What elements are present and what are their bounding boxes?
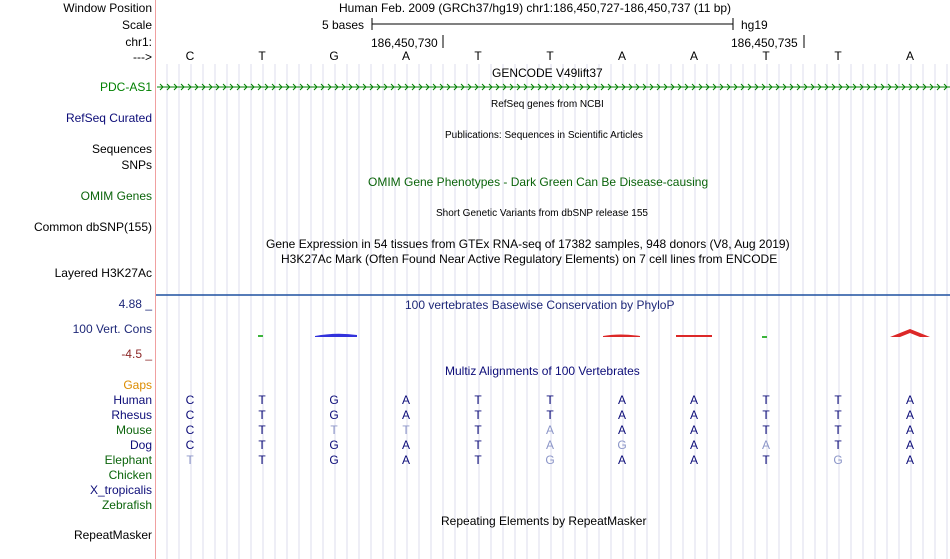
h3k27ac-track-label[interactable]: Layered H3K27Ac bbox=[54, 266, 152, 280]
alignment-base: A bbox=[689, 453, 698, 467]
repeatmasker-track-title[interactable]: Repeating Elements by RepeatMasker bbox=[441, 514, 647, 528]
phylop-bar bbox=[603, 335, 640, 338]
alignment-base: T bbox=[834, 423, 842, 437]
ruler-base: T bbox=[546, 49, 554, 63]
alignment-base: A bbox=[545, 423, 554, 437]
strand-arrow-label: ---> bbox=[133, 50, 152, 64]
dbsnp-track-title[interactable]: Short Genetic Variants from dbSNP release 155 bbox=[436, 208, 648, 219]
species-label[interactable]: Mouse bbox=[115, 423, 152, 437]
alignment-base: G bbox=[329, 393, 339, 407]
ruler-base: A bbox=[401, 49, 410, 63]
species-label[interactable]: Human bbox=[113, 393, 152, 407]
alignment-base: T bbox=[762, 423, 770, 437]
ruler-base: T bbox=[258, 49, 266, 63]
alignment-base: T bbox=[258, 453, 266, 467]
alignment-base: G bbox=[329, 408, 339, 422]
alignment-base: A bbox=[617, 453, 626, 467]
ruler-base: A bbox=[905, 49, 914, 63]
coord-right: 186,450,735 bbox=[731, 36, 798, 50]
phylop-bar bbox=[258, 335, 263, 337]
alignment-base: A bbox=[761, 438, 770, 452]
alignment-base: A bbox=[905, 423, 914, 437]
alignment-base: A bbox=[905, 393, 914, 407]
alignment-base: A bbox=[905, 453, 914, 467]
gtex-track-title[interactable]: Gene Expression in 54 tissues from GTEx RNA-seq of 17382 samples, 948 donors (V8, Aug 2019) bbox=[266, 237, 790, 251]
alignment-base: C bbox=[185, 408, 195, 422]
alignment-base: T bbox=[474, 438, 482, 452]
phylop-bar bbox=[762, 336, 767, 338]
chrom-label: chr1: bbox=[125, 35, 152, 49]
alignment-base: A bbox=[905, 438, 914, 452]
ruler-base: G bbox=[329, 49, 339, 63]
phylop-track-label[interactable]: 100 Vert. Cons bbox=[72, 322, 152, 336]
alignment-base: A bbox=[689, 393, 698, 407]
alignment-base: T bbox=[258, 423, 266, 437]
alignment-base: A bbox=[617, 423, 626, 437]
alignment-base: A bbox=[617, 393, 626, 407]
phylop-bar bbox=[315, 334, 357, 337]
alignment-base: T bbox=[186, 453, 194, 467]
alignment-base: G bbox=[329, 453, 339, 467]
alignment-base: T bbox=[258, 393, 266, 407]
dbsnp-track-label[interactable]: Common dbSNP(155) bbox=[33, 220, 152, 234]
alignment-base: C bbox=[185, 393, 195, 407]
window-position-label: Window Position bbox=[63, 1, 152, 15]
alignment-base: C bbox=[185, 423, 195, 437]
phylop-max-label: 4.88 _ bbox=[118, 297, 152, 311]
omim-track-label[interactable]: OMIM Genes bbox=[80, 189, 152, 203]
gencode-track-title[interactable]: GENCODE V49lift37 bbox=[492, 66, 603, 80]
alignment-base: T bbox=[330, 423, 338, 437]
ruler-base: A bbox=[689, 49, 698, 63]
alignment-base: A bbox=[905, 408, 914, 422]
alignment-base: A bbox=[401, 393, 410, 407]
phylop-min-label: -4.5 _ bbox=[121, 347, 152, 361]
species-label[interactable]: Zebrafish bbox=[101, 498, 152, 512]
alignment-base: A bbox=[689, 408, 698, 422]
phylop-track-title[interactable]: 100 vertebrates Basewise Conservation by PhyloP bbox=[405, 298, 675, 312]
alignment-base: A bbox=[617, 408, 626, 422]
assembly-title: Human Feb. 2009 (GRCh37/hg19) chr1:186,450,727-186,450,737 (11 bp) bbox=[339, 1, 732, 15]
label-separator bbox=[155, 0, 156, 559]
omim-track-title[interactable]: OMIM Gene Phenotypes - Dark Green Can Be Disease-causing bbox=[368, 175, 709, 189]
alignment-base: T bbox=[474, 393, 482, 407]
refseq-track-title[interactable]: RefSeq genes from NCBI bbox=[491, 99, 604, 110]
alignment-base: A bbox=[401, 438, 410, 452]
alignment-base: T bbox=[474, 423, 482, 437]
alignment-base: T bbox=[546, 393, 554, 407]
alignment-base: T bbox=[546, 408, 554, 422]
alignment-base: A bbox=[545, 438, 554, 452]
ruler-base: A bbox=[617, 49, 626, 63]
db-label: hg19 bbox=[741, 18, 768, 32]
gaps-label[interactable]: Gaps bbox=[123, 378, 152, 392]
publications-track-title[interactable]: Publications: Sequences in Scientific Articles bbox=[445, 130, 643, 141]
species-label[interactable]: Chicken bbox=[108, 468, 152, 482]
alignment-base: G bbox=[545, 453, 555, 467]
species-label[interactable]: X_tropicalis bbox=[89, 483, 152, 497]
alignment-base: T bbox=[834, 408, 842, 422]
repeatmasker-track-label[interactable]: RepeatMasker bbox=[73, 528, 152, 542]
alignment-base: A bbox=[401, 453, 410, 467]
alignment-base: C bbox=[185, 438, 195, 452]
alignment-base: A bbox=[689, 438, 698, 452]
scale-text: 5 bases bbox=[322, 18, 365, 32]
alignment-base: T bbox=[762, 408, 770, 422]
ruler-base: T bbox=[834, 49, 842, 63]
phylop-bar bbox=[890, 329, 930, 337]
scale-label: Scale bbox=[121, 18, 152, 32]
species-label[interactable]: Dog bbox=[129, 438, 152, 452]
coord-left: 186,450,730 bbox=[371, 36, 438, 50]
species-label[interactable]: Rhesus bbox=[111, 408, 152, 422]
alignment-base: T bbox=[474, 408, 482, 422]
phylop-bar bbox=[676, 335, 712, 337]
alignment-base: T bbox=[762, 393, 770, 407]
species-label[interactable]: Elephant bbox=[104, 453, 152, 467]
alignment-base: T bbox=[258, 438, 266, 452]
publications-sequences-label[interactable]: Sequences bbox=[91, 142, 152, 156]
alignment-base: G bbox=[329, 438, 339, 452]
ruler-base: T bbox=[762, 49, 770, 63]
alignment-base: G bbox=[617, 438, 627, 452]
alignment-base: T bbox=[834, 393, 842, 407]
alignment-base: T bbox=[762, 453, 770, 467]
alignment-base: T bbox=[258, 408, 266, 422]
alignment-base: A bbox=[689, 423, 698, 437]
h3k27ac-track-title[interactable]: H3K27Ac Mark (Often Found Near Active Regulatory Elements) on 7 cell lines from ENCODE bbox=[281, 252, 778, 266]
alignment-base: T bbox=[834, 438, 842, 452]
ruler-base: C bbox=[185, 49, 195, 63]
alignment-base: G bbox=[833, 453, 843, 467]
ruler-base: T bbox=[474, 49, 482, 63]
publications-snps-label[interactable]: SNPs bbox=[121, 158, 152, 172]
alignment-base: A bbox=[401, 408, 410, 422]
gene-label-pdc-as1[interactable]: PDC-AS1 bbox=[99, 80, 152, 94]
alignment-base: T bbox=[402, 423, 410, 437]
refseq-track-label[interactable]: RefSeq Curated bbox=[65, 111, 152, 125]
alignment-base: T bbox=[474, 453, 482, 467]
multiz-track-title[interactable]: Multiz Alignments of 100 Vertebrates bbox=[445, 364, 640, 378]
